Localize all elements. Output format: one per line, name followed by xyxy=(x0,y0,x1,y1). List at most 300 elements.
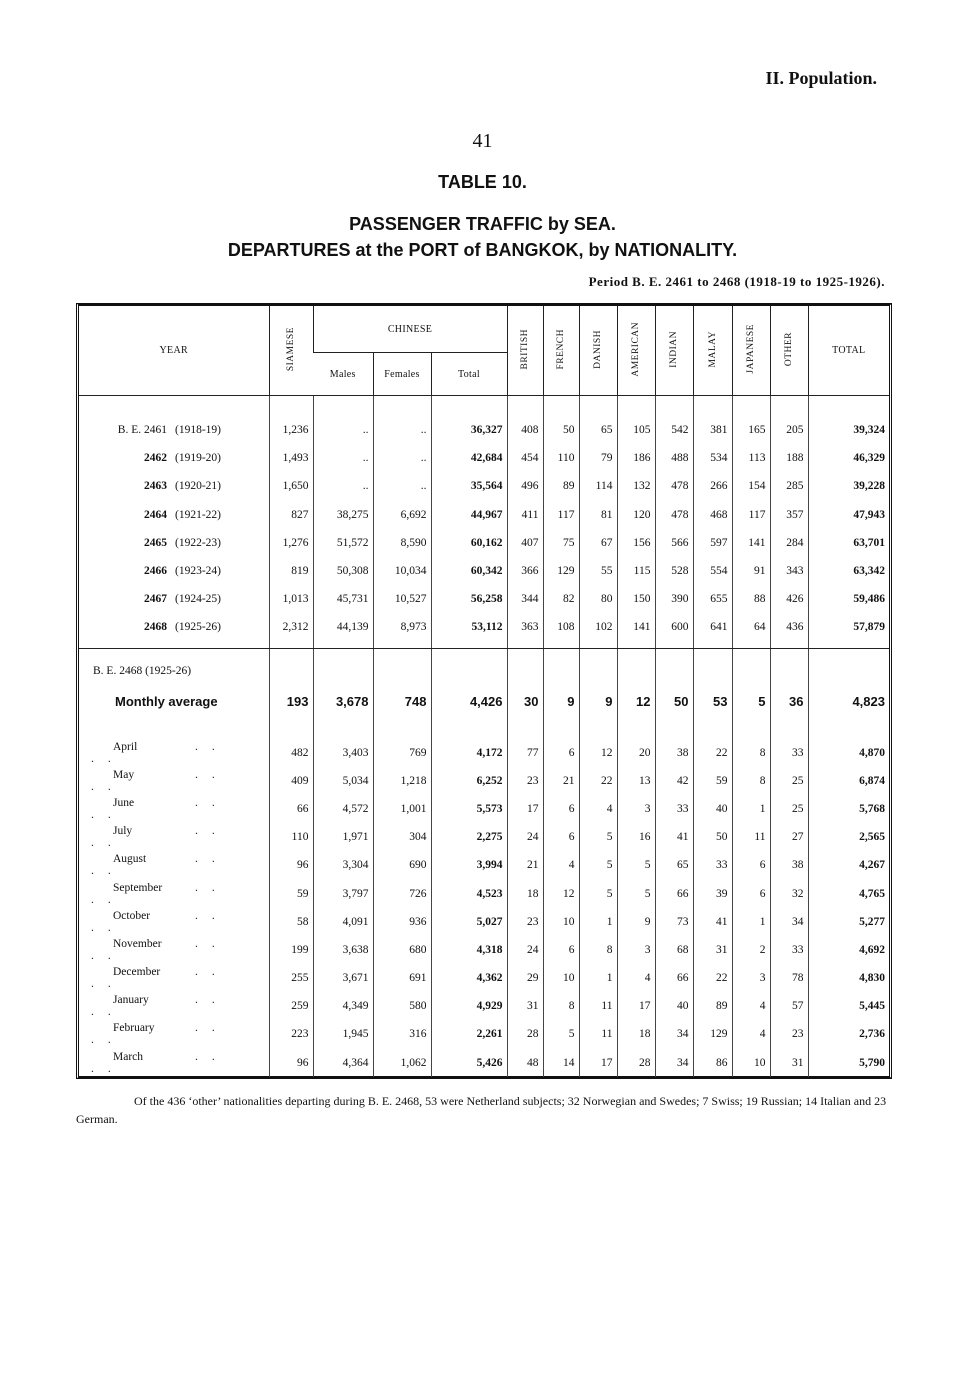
row-month-label xyxy=(79,739,269,767)
cell-chinese-males: 4,349 xyxy=(313,992,373,1020)
cell-other: 34 xyxy=(770,908,808,936)
cell-american: 18 xyxy=(617,1020,655,1048)
cell-other: 343 xyxy=(770,557,808,585)
cell-british: 21 xyxy=(507,851,543,879)
cell-indian: 528 xyxy=(655,557,693,585)
cell-american: 150 xyxy=(617,585,655,613)
row-year-label xyxy=(79,472,269,500)
cell-chinese-males: 4,364 xyxy=(313,1049,373,1077)
row-month-label xyxy=(79,851,269,879)
row-year-label xyxy=(79,557,269,585)
cell-british: 77 xyxy=(507,739,543,767)
cell-malay: 554 xyxy=(693,557,732,585)
header-chinese: CHINESE xyxy=(313,306,507,353)
cell-siamese: 827 xyxy=(269,501,313,529)
cell-other: 357 xyxy=(770,501,808,529)
cell-british: 28 xyxy=(507,1020,543,1048)
cell-japanese: 5 xyxy=(732,685,770,719)
cell-japanese: 11 xyxy=(732,823,770,851)
leader-dots: .. xyxy=(195,1022,229,1035)
row-month-label xyxy=(79,1049,269,1077)
cell-british: 23 xyxy=(507,767,543,795)
cell-american: 3 xyxy=(617,795,655,823)
cell-chinese-females: 10,034 xyxy=(373,557,431,585)
cell-siamese: 199 xyxy=(269,936,313,964)
cell-japanese: 117 xyxy=(732,501,770,529)
cell-american: 12 xyxy=(617,685,655,719)
cell-chinese-total: 56,258 xyxy=(431,585,507,613)
table-row xyxy=(79,472,889,500)
table-row xyxy=(79,501,889,529)
cell-french: 75 xyxy=(543,529,579,557)
leader-dots: .. xyxy=(195,994,229,1007)
cell-other: 78 xyxy=(770,964,808,992)
cell-indian: 33 xyxy=(655,795,693,823)
cell-danish: 11 xyxy=(579,992,617,1020)
cell-indian: 34 xyxy=(655,1020,693,1048)
cell-danish: 11 xyxy=(579,1020,617,1048)
table-row xyxy=(79,964,889,992)
cell-american: 4 xyxy=(617,964,655,992)
cell-other: 33 xyxy=(770,936,808,964)
cell-malay: 597 xyxy=(693,529,732,557)
cell-chinese-total: 44,967 xyxy=(431,501,507,529)
cell-indian: 390 xyxy=(655,585,693,613)
row-year-label xyxy=(79,585,269,613)
cell-chinese-total: 36,327 xyxy=(431,416,507,444)
table-title-line1: PASSENGER TRAFFIC by SEA. xyxy=(349,214,616,234)
cell-malay: 129 xyxy=(693,1020,732,1048)
cell-danish: 5 xyxy=(579,851,617,879)
leader-dots: .. xyxy=(91,1006,125,1019)
cell-total: 5,790 xyxy=(808,1049,889,1077)
cell-chinese-total: 4,426 xyxy=(431,685,507,719)
leader-dots: .. xyxy=(91,893,125,906)
cell-siamese: 482 xyxy=(269,739,313,767)
cell-chinese-total: 4,172 xyxy=(431,739,507,767)
cell-malay: 39 xyxy=(693,879,732,907)
cell-other: 188 xyxy=(770,444,808,472)
cell-chinese-males: 1,971 xyxy=(313,823,373,851)
cell-siamese: 193 xyxy=(269,685,313,719)
cell-british: 48 xyxy=(507,1049,543,1077)
cell-american: 186 xyxy=(617,444,655,472)
cell-danish: 4 xyxy=(579,795,617,823)
header-malay: MALAY xyxy=(693,306,732,396)
cell-siamese: 1,276 xyxy=(269,529,313,557)
header-total: TOTAL xyxy=(808,306,889,396)
cell-total: 5,768 xyxy=(808,795,889,823)
cell-danish: 81 xyxy=(579,501,617,529)
cell-total: 63,701 xyxy=(808,529,889,557)
cell-british: 24 xyxy=(507,823,543,851)
cell-siamese: 1,650 xyxy=(269,472,313,500)
year-be: 2462 xyxy=(144,452,167,465)
table-row xyxy=(79,879,889,907)
year-be: 2466 xyxy=(144,565,167,578)
cell-danish: 67 xyxy=(579,529,617,557)
cell-other: 284 xyxy=(770,529,808,557)
year-ce: (1924-25) xyxy=(175,593,221,606)
cell-french: 6 xyxy=(543,823,579,851)
month-name: March xyxy=(113,1050,144,1063)
leader-dots: .. xyxy=(91,752,125,765)
cell-chinese-females: 680 xyxy=(373,936,431,964)
cell-japanese: 88 xyxy=(732,585,770,613)
cell-chinese-total: 35,564 xyxy=(431,472,507,500)
cell-american: 141 xyxy=(617,613,655,641)
header-indian: INDIAN xyxy=(655,306,693,396)
leader-dots: .. xyxy=(195,825,229,838)
cell-chinese-total: 4,318 xyxy=(431,936,507,964)
leader-dots: .. xyxy=(91,780,125,793)
cell-total: 2,565 xyxy=(808,823,889,851)
cell-malay: 22 xyxy=(693,964,732,992)
cell-british: 17 xyxy=(507,795,543,823)
leader-dots: .. xyxy=(91,837,125,850)
leader-dots: .. xyxy=(91,1062,125,1075)
cell-british: 344 xyxy=(507,585,543,613)
cell-total: 5,445 xyxy=(808,992,889,1020)
cell-british: 411 xyxy=(507,501,543,529)
monthly-period-label: B. E. 2468 (1925-26) xyxy=(93,664,192,677)
cell-other: 436 xyxy=(770,613,808,641)
year-be: 2467 xyxy=(144,593,167,606)
cell-american: 17 xyxy=(617,992,655,1020)
cell-siamese: 819 xyxy=(269,557,313,585)
cell-malay: 40 xyxy=(693,795,732,823)
row-month-label xyxy=(79,936,269,964)
cell-chinese-males: .. xyxy=(313,416,373,444)
cell-french: 108 xyxy=(543,613,579,641)
cell-chinese-females: 691 xyxy=(373,964,431,992)
row-month-label xyxy=(79,908,269,936)
cell-other: 31 xyxy=(770,1049,808,1077)
cell-chinese-total: 53,112 xyxy=(431,613,507,641)
cell-other: 25 xyxy=(770,767,808,795)
cell-chinese-total: 2,261 xyxy=(431,1020,507,1048)
cell-japanese: 2 xyxy=(732,936,770,964)
cell-chinese-females: 690 xyxy=(373,851,431,879)
cell-danish: 114 xyxy=(579,472,617,500)
header-american: AMERICAN xyxy=(617,306,655,396)
cell-other: 33 xyxy=(770,739,808,767)
leader-dots: .. xyxy=(195,796,229,809)
cell-french: 6 xyxy=(543,936,579,964)
cell-american: 115 xyxy=(617,557,655,585)
cell-chinese-total: 5,027 xyxy=(431,908,507,936)
cell-american: 3 xyxy=(617,936,655,964)
table-row xyxy=(79,529,889,557)
cell-malay: 41 xyxy=(693,908,732,936)
cell-french: 10 xyxy=(543,908,579,936)
cell-japanese: 113 xyxy=(732,444,770,472)
cell-danish: 1 xyxy=(579,964,617,992)
year-be: 2464 xyxy=(144,508,167,521)
cell-other: 57 xyxy=(770,992,808,1020)
table-row xyxy=(79,1049,889,1077)
cell-indian: 542 xyxy=(655,416,693,444)
cell-british: 454 xyxy=(507,444,543,472)
row-year-label xyxy=(79,613,269,641)
cell-french: 82 xyxy=(543,585,579,613)
cell-malay: 266 xyxy=(693,472,732,500)
cell-total: 4,765 xyxy=(808,879,889,907)
cell-japanese: 6 xyxy=(732,851,770,879)
cell-japanese: 1 xyxy=(732,795,770,823)
cell-malay: 53 xyxy=(693,685,732,719)
cell-american: 20 xyxy=(617,739,655,767)
cell-british: 496 xyxy=(507,472,543,500)
cell-danish: 17 xyxy=(579,1049,617,1077)
cell-japanese: 3 xyxy=(732,964,770,992)
cell-chinese-males: 3,638 xyxy=(313,936,373,964)
cell-other: 23 xyxy=(770,1020,808,1048)
cell-chinese-males: 50,308 xyxy=(313,557,373,585)
month-name: August xyxy=(113,853,147,866)
cell-chinese-females: 769 xyxy=(373,739,431,767)
cell-malay: 534 xyxy=(693,444,732,472)
cell-chinese-males: 38,275 xyxy=(313,501,373,529)
cell-chinese-total: 2,275 xyxy=(431,823,507,851)
cell-american: 5 xyxy=(617,879,655,907)
cell-indian: 66 xyxy=(655,964,693,992)
cell-chinese-total: 3,994 xyxy=(431,851,507,879)
cell-french: 110 xyxy=(543,444,579,472)
year-ce: (1923-24) xyxy=(175,565,221,578)
cell-chinese-females: 316 xyxy=(373,1020,431,1048)
cell-french: 9 xyxy=(543,685,579,719)
cell-malay: 33 xyxy=(693,851,732,879)
cell-malay: 50 xyxy=(693,823,732,851)
cell-french: 5 xyxy=(543,1020,579,1048)
cell-chinese-males: 3,304 xyxy=(313,851,373,879)
leader-dots: .. xyxy=(195,740,229,753)
month-name: January xyxy=(113,994,149,1007)
cell-chinese-total: 5,573 xyxy=(431,795,507,823)
table-row xyxy=(79,557,889,585)
cell-american: 156 xyxy=(617,529,655,557)
cell-siamese: 110 xyxy=(269,823,313,851)
table-row xyxy=(79,444,889,472)
section-heading: II. Population. xyxy=(765,68,877,88)
cell-siamese: 259 xyxy=(269,992,313,1020)
leader-dots: .. xyxy=(91,1034,125,1047)
header-siamese: SIAMESE xyxy=(269,306,313,396)
cell-japanese: 141 xyxy=(732,529,770,557)
cell-indian: 34 xyxy=(655,1049,693,1077)
cell-siamese: 66 xyxy=(269,795,313,823)
year-ce: (1920-21) xyxy=(175,480,221,493)
cell-indian: 41 xyxy=(655,823,693,851)
month-name: November xyxy=(113,937,162,950)
cell-chinese-males: 3,797 xyxy=(313,879,373,907)
leader-dots: .. xyxy=(195,1050,229,1063)
cell-chinese-males: 3,671 xyxy=(313,964,373,992)
table-row xyxy=(79,936,889,964)
cell-chinese-males: .. xyxy=(313,472,373,500)
row-month-label xyxy=(79,992,269,1020)
cell-chinese-females: 748 xyxy=(373,685,431,719)
cell-siamese: 223 xyxy=(269,1020,313,1048)
cell-french: 12 xyxy=(543,879,579,907)
row-month-label xyxy=(79,823,269,851)
month-name: February xyxy=(113,1022,155,1035)
cell-british: 407 xyxy=(507,529,543,557)
cell-danish: 9 xyxy=(579,685,617,719)
cell-total: 5,277 xyxy=(808,908,889,936)
cell-french: 14 xyxy=(543,1049,579,1077)
row-month-label xyxy=(79,767,269,795)
cell-siamese: 409 xyxy=(269,767,313,795)
cell-chinese-total: 60,342 xyxy=(431,557,507,585)
cell-french: 8 xyxy=(543,992,579,1020)
cell-malay: 31 xyxy=(693,936,732,964)
table-period: Period B. E. 2461 to 2468 (1918-19 to 1925-1926). xyxy=(588,274,885,289)
row-year-label xyxy=(79,501,269,529)
month-name: April xyxy=(113,740,138,753)
cell-other: 36 xyxy=(770,685,808,719)
table-number: TABLE 10. xyxy=(438,172,527,192)
cell-british: 31 xyxy=(507,992,543,1020)
cell-other: 25 xyxy=(770,795,808,823)
cell-other: 32 xyxy=(770,879,808,907)
row-month-label xyxy=(79,964,269,992)
header-year: YEAR xyxy=(79,306,269,396)
row-year-label xyxy=(79,529,269,557)
cell-chinese-females: 304 xyxy=(373,823,431,851)
cell-chinese-total: 5,426 xyxy=(431,1049,507,1077)
cell-malay: 86 xyxy=(693,1049,732,1077)
cell-british: 30 xyxy=(507,685,543,719)
cell-japanese: 6 xyxy=(732,879,770,907)
cell-japanese: 1 xyxy=(732,908,770,936)
cell-british: 18 xyxy=(507,879,543,907)
cell-chinese-females: 6,692 xyxy=(373,501,431,529)
table-row xyxy=(79,823,889,851)
cell-japanese: 4 xyxy=(732,1020,770,1048)
cell-french: 129 xyxy=(543,557,579,585)
header-danish: DANISH xyxy=(579,306,617,396)
cell-danish: 80 xyxy=(579,585,617,613)
year-be: B. E. 2461 xyxy=(117,424,167,437)
header-chinese-females: Females xyxy=(373,353,431,396)
year-ce: (1922-23) xyxy=(175,536,221,549)
table-row xyxy=(79,613,889,641)
cell-danish: 12 xyxy=(579,739,617,767)
table-row xyxy=(79,767,889,795)
table-body xyxy=(79,396,889,1077)
cell-total: 47,943 xyxy=(808,501,889,529)
cell-chinese-total: 6,252 xyxy=(431,767,507,795)
monthly-average-label: Monthly average xyxy=(115,694,218,709)
cell-chinese-females: 10,527 xyxy=(373,585,431,613)
header-british: BRITISH xyxy=(507,306,543,396)
cell-japanese: 64 xyxy=(732,613,770,641)
month-name: October xyxy=(113,909,151,922)
cell-japanese: 10 xyxy=(732,1049,770,1077)
cell-chinese-females: 1,062 xyxy=(373,1049,431,1077)
cell-french: 50 xyxy=(543,416,579,444)
cell-chinese-total: 60,162 xyxy=(431,529,507,557)
cell-american: 5 xyxy=(617,851,655,879)
cell-malay: 59 xyxy=(693,767,732,795)
leader-dots: .. xyxy=(91,808,125,821)
cell-chinese-males: 3,678 xyxy=(313,685,373,719)
cell-total: 39,228 xyxy=(808,472,889,500)
cell-chinese-males: 1,945 xyxy=(313,1020,373,1048)
cell-chinese-total: 42,684 xyxy=(431,444,507,472)
cell-japanese: 154 xyxy=(732,472,770,500)
cell-british: 29 xyxy=(507,964,543,992)
footnote: Of the 436 ‘other’ nationalities departing during B. E. 2468, 53 were Netherland subjects; 32 Norwegian and Swedes; 7 Swiss; 19 Russian; 14 Italian and 23 German. xyxy=(76,1094,887,1126)
leader-dots: .. xyxy=(195,937,229,950)
cell-danish: 5 xyxy=(579,823,617,851)
departures-table-frame xyxy=(76,303,892,1079)
header-chinese-males: Males xyxy=(313,353,373,396)
cell-french: 10 xyxy=(543,964,579,992)
cell-chinese-females: 8,590 xyxy=(373,529,431,557)
departures-table xyxy=(79,306,889,1077)
cell-chinese-males: 4,572 xyxy=(313,795,373,823)
year-be: 2463 xyxy=(144,480,167,493)
cell-total: 6,874 xyxy=(808,767,889,795)
cell-chinese-total: 4,523 xyxy=(431,879,507,907)
cell-japanese: 4 xyxy=(732,992,770,1020)
cell-british: 366 xyxy=(507,557,543,585)
page-number: 41 xyxy=(472,130,493,152)
cell-indian: 73 xyxy=(655,908,693,936)
row-month-label xyxy=(79,1020,269,1048)
cell-american: 16 xyxy=(617,823,655,851)
cell-chinese-males: 44,139 xyxy=(313,613,373,641)
cell-chinese-total: 4,362 xyxy=(431,964,507,992)
cell-danish: 1 xyxy=(579,908,617,936)
cell-british: 24 xyxy=(507,936,543,964)
monthly-average-row xyxy=(79,685,889,719)
month-name: July xyxy=(113,825,133,838)
cell-japanese: 8 xyxy=(732,739,770,767)
row-year-label xyxy=(79,444,269,472)
cell-total: 59,486 xyxy=(808,585,889,613)
cell-malay: 381 xyxy=(693,416,732,444)
cell-total: 63,342 xyxy=(808,557,889,585)
cell-total: 4,823 xyxy=(808,685,889,719)
cell-french: 117 xyxy=(543,501,579,529)
year-be: 2465 xyxy=(144,536,167,549)
leader-dots: .. xyxy=(91,978,125,991)
cell-total: 4,267 xyxy=(808,851,889,879)
leader-dots: .. xyxy=(91,921,125,934)
cell-total: 57,879 xyxy=(808,613,889,641)
cell-japanese: 8 xyxy=(732,767,770,795)
year-ce: (1919-20) xyxy=(175,452,221,465)
table-row xyxy=(79,992,889,1020)
cell-total: 4,692 xyxy=(808,936,889,964)
cell-french: 6 xyxy=(543,739,579,767)
cell-american: 13 xyxy=(617,767,655,795)
year-ce: (1921-22) xyxy=(175,508,221,521)
cell-american: 120 xyxy=(617,501,655,529)
cell-malay: 22 xyxy=(693,739,732,767)
cell-chinese-males: 51,572 xyxy=(313,529,373,557)
table-row xyxy=(79,851,889,879)
cell-american: 9 xyxy=(617,908,655,936)
year-ce: (1918-19) xyxy=(175,424,221,437)
cell-indian: 38 xyxy=(655,739,693,767)
cell-malay: 89 xyxy=(693,992,732,1020)
cell-other: 38 xyxy=(770,851,808,879)
